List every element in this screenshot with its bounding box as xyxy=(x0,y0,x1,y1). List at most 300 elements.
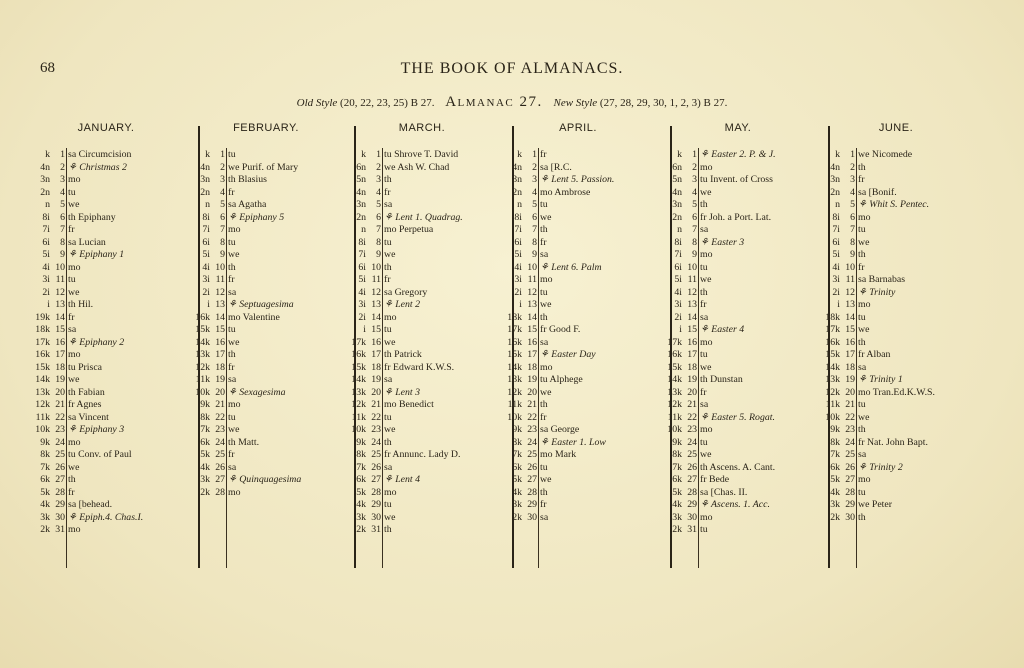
dominical-letter: i xyxy=(363,324,366,335)
dominical-letter: 4n xyxy=(40,161,50,173)
day-row xyxy=(660,512,816,525)
day-row xyxy=(500,212,656,225)
day-row xyxy=(28,224,184,237)
day-row xyxy=(28,374,184,387)
day-entry: tu xyxy=(228,324,236,335)
day-row xyxy=(660,437,816,450)
day-row xyxy=(818,462,974,475)
dominical-letter: 12k xyxy=(195,361,210,373)
day-entry: we xyxy=(68,461,80,473)
day-number: 29 xyxy=(55,499,65,510)
day-row xyxy=(188,312,344,325)
day-row xyxy=(660,499,816,512)
day-entry: mo Perpetua xyxy=(384,224,434,235)
day-number: 19 xyxy=(55,374,65,385)
day-row xyxy=(660,449,816,462)
day-entry: sa Barnabas xyxy=(858,274,906,285)
day-number: 5 xyxy=(692,199,697,210)
day-row xyxy=(28,512,184,525)
dominical-letter: 7i xyxy=(674,249,682,260)
day-number: 18 xyxy=(215,361,225,373)
day-row xyxy=(28,312,184,325)
day-entry xyxy=(540,437,656,450)
day-number: 18 xyxy=(845,361,855,373)
dominical-letter: 2k xyxy=(830,511,840,523)
day-number: 15 xyxy=(527,324,537,335)
day-entry: we xyxy=(540,474,552,485)
day-number: 20 xyxy=(687,386,697,398)
day-row xyxy=(818,312,974,325)
day-number: 1 xyxy=(376,149,381,160)
day-entry: fr xyxy=(858,261,865,273)
dominical-letter: 6n xyxy=(672,161,682,173)
day-row xyxy=(660,462,816,475)
day-entry: we xyxy=(68,286,80,298)
day-row xyxy=(28,287,184,300)
day-row xyxy=(28,487,184,500)
dominical-letter: 6i xyxy=(674,261,682,273)
day-entry: fr Bede xyxy=(700,474,730,485)
day-entry: mo xyxy=(700,249,713,260)
day-entry: fr Nat. John Bapt. xyxy=(858,436,928,448)
day-number: 7 xyxy=(850,224,855,235)
day-row xyxy=(660,274,816,287)
day-entry: we xyxy=(384,424,396,435)
day-entry: we xyxy=(228,249,240,260)
day-number: 24 xyxy=(371,436,381,448)
day-row xyxy=(188,224,344,237)
day-row xyxy=(500,199,656,212)
day-number: 11 xyxy=(55,274,65,285)
day-row xyxy=(660,149,816,162)
dominical-letter: 15k xyxy=(351,361,366,373)
sunday-entry: ⚘ Epiphany 1 xyxy=(68,249,125,260)
day-number: 23 xyxy=(371,424,381,435)
day-entry: fr Annunc. Lady D. xyxy=(384,449,461,460)
day-row xyxy=(500,337,656,350)
day-row xyxy=(660,324,816,337)
dominical-letter: 2k xyxy=(672,524,682,535)
dominical-letter: 12k xyxy=(667,399,682,410)
day-row xyxy=(660,337,816,350)
dominical-letter: 2i xyxy=(202,286,210,298)
day-number: 9 xyxy=(376,249,381,260)
month-column xyxy=(500,122,656,568)
day-entry: sa xyxy=(384,461,393,473)
day-row xyxy=(500,474,656,487)
sunday-entry: ⚘ Lent 6. Palm xyxy=(540,261,602,273)
dominical-letter: 2k xyxy=(40,524,50,535)
day-entry: th xyxy=(700,286,708,298)
day-entry: we xyxy=(700,274,712,285)
day-row xyxy=(818,449,974,462)
dominical-letter: 3n xyxy=(356,199,366,210)
day-row xyxy=(660,262,816,275)
day-number: 1 xyxy=(850,149,855,160)
day-row xyxy=(28,499,184,512)
day-number: 26 xyxy=(845,461,855,473)
sunday-entry: ⚘ Sexagesima xyxy=(228,386,286,398)
day-row xyxy=(344,349,500,362)
day-entry: th xyxy=(858,424,866,435)
day-entry: mo xyxy=(384,311,397,323)
day-entry: th xyxy=(858,249,866,260)
dominical-letter: 4i xyxy=(514,261,522,273)
day-row xyxy=(188,162,344,175)
day-number: 7 xyxy=(220,224,225,235)
dominical-letter: 8i xyxy=(832,211,840,223)
dominical-letter: 2i xyxy=(832,286,840,298)
day-entry: we Ash W. Chad xyxy=(384,161,450,173)
day-entry: tu xyxy=(700,349,708,360)
day-number: 9 xyxy=(850,249,855,260)
day-entry: fr xyxy=(384,274,391,285)
month-name: JANUARY. xyxy=(77,122,135,134)
dominical-letter: 3k xyxy=(356,511,366,523)
day-entry: tu xyxy=(700,436,708,448)
day-entry: th xyxy=(858,161,866,173)
day-number: 11 xyxy=(215,274,225,285)
dominical-letter: 10k xyxy=(825,411,840,423)
sunday-entry: ⚘ Easter 4 xyxy=(700,324,745,335)
day-row xyxy=(188,237,344,250)
day-row xyxy=(188,262,344,275)
dominical-letter: 16k xyxy=(825,336,840,348)
day-number: 31 xyxy=(687,524,697,535)
day-number: 14 xyxy=(527,311,537,323)
day-row xyxy=(660,412,816,425)
dominical-letter: 3i xyxy=(514,274,522,285)
day-entry: tu xyxy=(540,461,548,473)
day-row xyxy=(660,287,816,300)
day-row xyxy=(28,437,184,450)
day-entry: tu xyxy=(384,324,392,335)
day-entry: th Hil. xyxy=(68,299,94,310)
day-row xyxy=(28,399,184,412)
day-number: 28 xyxy=(527,486,537,498)
dominical-letter: 5i xyxy=(358,274,366,285)
day-number: 22 xyxy=(687,411,697,423)
dominical-letter: 6k xyxy=(40,474,50,485)
day-row xyxy=(818,399,974,412)
day-row xyxy=(818,237,974,250)
day-entry: th xyxy=(384,174,392,185)
day-number: 4 xyxy=(692,186,697,198)
dominical-letter: i xyxy=(837,299,840,310)
day-number: 14 xyxy=(371,311,381,323)
day-row xyxy=(660,424,816,437)
day-number: 5 xyxy=(850,199,855,210)
day-entry: tu xyxy=(228,236,236,248)
day-entry: fr xyxy=(700,386,707,398)
day-entry: we xyxy=(700,186,712,198)
day-entry: fr xyxy=(700,299,707,310)
dominical-letter: 8k xyxy=(672,449,682,460)
day-number: 23 xyxy=(687,424,697,435)
day-entry: tu xyxy=(700,524,708,535)
sunday-entry: ⚘ Trinity 1 xyxy=(858,374,903,385)
almanac-title: Almanac 27. xyxy=(445,94,543,110)
day-number: 29 xyxy=(371,499,381,510)
sunday-entry: ⚘ Easter Day xyxy=(540,349,596,360)
day-entry: mo xyxy=(700,336,713,348)
day-entry xyxy=(858,199,974,212)
dominical-letter: 5i xyxy=(202,249,210,260)
dominical-letter: 9k xyxy=(512,424,522,435)
day-entry: tu xyxy=(384,236,392,248)
old-style-years: (20, 22, 23, 25) B 27. xyxy=(340,97,435,109)
dominical-letter: 3i xyxy=(832,274,840,285)
day-row xyxy=(818,162,974,175)
day-number: 23 xyxy=(527,424,537,435)
day-entry xyxy=(68,162,184,175)
day-row xyxy=(500,349,656,362)
day-row xyxy=(344,174,500,187)
day-number: 16 xyxy=(527,336,537,348)
day-row xyxy=(344,449,500,462)
dominical-letter: 4k xyxy=(356,499,366,510)
dominical-letter: 3k xyxy=(200,474,210,485)
day-row xyxy=(28,424,184,437)
day-entry: fr xyxy=(228,186,235,198)
day-entry: fr Edward K.W.S. xyxy=(384,361,455,373)
day-entry: tu xyxy=(858,224,866,235)
day-entry: sa xyxy=(540,511,549,523)
month-column xyxy=(188,122,344,568)
day-number: 30 xyxy=(55,511,65,523)
day-entry: sa xyxy=(700,224,709,235)
day-number: 9 xyxy=(60,249,65,260)
day-number: 31 xyxy=(371,524,381,535)
day-number: 8 xyxy=(532,236,537,248)
day-row xyxy=(344,374,500,387)
day-entry xyxy=(68,249,184,262)
day-number: 13 xyxy=(55,299,65,310)
day-number: 19 xyxy=(371,374,381,385)
dominical-letter: 16k xyxy=(351,349,366,360)
dominical-letter: 6n xyxy=(356,161,366,173)
almanac-subheader xyxy=(0,94,1024,111)
day-number: 3 xyxy=(850,174,855,185)
day-number: 17 xyxy=(845,349,855,360)
day-row xyxy=(188,424,344,437)
day-row xyxy=(344,187,500,200)
day-number: 4 xyxy=(376,186,381,198)
day-entry xyxy=(384,212,500,225)
day-entry: mo xyxy=(700,424,713,435)
day-row xyxy=(818,487,974,500)
sunday-entry: ⚘ Easter 5. Rogat. xyxy=(700,411,775,423)
day-row xyxy=(500,149,656,162)
day-number: 1 xyxy=(60,149,65,160)
dominical-letter: 7k xyxy=(830,449,840,460)
sunday-entry: ⚘ Epiph.4. Chas.I. xyxy=(68,511,144,523)
day-row xyxy=(28,349,184,362)
dominical-letter: 13k xyxy=(507,374,522,385)
day-entry: fr xyxy=(68,311,75,323)
day-number: 6 xyxy=(60,211,65,223)
dominical-letter: 5i xyxy=(514,249,522,260)
day-entry: sa xyxy=(228,461,237,473)
sunday-entry: ⚘ Quinquagesima xyxy=(228,474,302,485)
dominical-letter: 7i xyxy=(42,224,50,235)
day-row xyxy=(188,249,344,262)
day-row xyxy=(500,249,656,262)
day-row xyxy=(660,387,816,400)
dominical-letter: 3n xyxy=(200,174,210,185)
day-row xyxy=(818,274,974,287)
day-entry: th xyxy=(68,474,76,485)
day-row xyxy=(344,412,500,425)
dominical-letter: 3k xyxy=(40,511,50,523)
dominical-letter: 6i xyxy=(514,236,522,248)
day-number: 2 xyxy=(60,161,65,173)
day-row xyxy=(344,524,500,537)
day-row xyxy=(818,262,974,275)
month-column xyxy=(28,122,184,568)
day-entry: we xyxy=(540,211,552,223)
day-entry xyxy=(700,149,816,162)
day-entry xyxy=(700,324,816,337)
day-row xyxy=(28,387,184,400)
day-entry xyxy=(68,337,184,350)
day-entry: fr xyxy=(540,499,547,510)
day-row xyxy=(500,262,656,275)
day-entry: mo xyxy=(68,261,81,273)
day-row xyxy=(660,224,816,237)
dominical-letter: 16k xyxy=(195,311,210,323)
dominical-letter: 8i xyxy=(42,211,50,223)
day-entry: we Nicomede xyxy=(858,149,913,160)
day-row xyxy=(28,212,184,225)
day-entry: sa xyxy=(228,286,237,298)
day-number: 17 xyxy=(527,349,537,360)
day-row xyxy=(28,412,184,425)
day-row xyxy=(660,474,816,487)
day-entry: we xyxy=(384,336,396,348)
day-number: 10 xyxy=(215,261,225,273)
day-entry: tu xyxy=(858,486,866,498)
day-row xyxy=(500,299,656,312)
day-entry: mo xyxy=(858,299,871,310)
month-name: MARCH. xyxy=(398,122,446,134)
day-number: 9 xyxy=(692,249,697,260)
dominical-letter: 7i xyxy=(832,224,840,235)
day-entry: mo xyxy=(858,211,871,223)
dominical-letter: 13k xyxy=(351,386,366,398)
day-number: 3 xyxy=(220,174,225,185)
day-number: 16 xyxy=(687,336,697,348)
day-number: 20 xyxy=(845,386,855,398)
day-row xyxy=(188,462,344,475)
dominical-letter: 4i xyxy=(358,286,366,298)
day-entry xyxy=(68,424,184,437)
day-row xyxy=(344,287,500,300)
dominical-letter: 11k xyxy=(35,411,50,423)
sunday-entry: ⚘ Ascens. 1. Acc. xyxy=(700,499,770,510)
dominical-letter: 5i xyxy=(832,249,840,260)
day-row xyxy=(818,187,974,200)
day-entry: fr Alban xyxy=(858,349,891,360)
dominical-letter: i xyxy=(519,299,522,310)
day-row xyxy=(28,299,184,312)
day-row xyxy=(818,299,974,312)
day-row xyxy=(188,299,344,312)
day-number: 15 xyxy=(55,324,65,335)
day-number: 4 xyxy=(850,186,855,198)
dominical-letter: 4k xyxy=(40,499,50,510)
day-number: 22 xyxy=(55,411,65,423)
day-row xyxy=(500,312,656,325)
dominical-letter: 4i xyxy=(674,286,682,298)
day-number: 3 xyxy=(692,174,697,185)
dominical-letter: 8i xyxy=(514,211,522,223)
day-row xyxy=(28,199,184,212)
sunday-entry: ⚘ Christmas 2 xyxy=(68,161,127,173)
day-row xyxy=(344,437,500,450)
dominical-letter: 8i xyxy=(202,211,210,223)
dominical-letter: 13k xyxy=(825,374,840,385)
day-entry: we xyxy=(540,299,552,310)
dominical-letter: 11k xyxy=(507,399,522,410)
day-row xyxy=(344,487,500,500)
dominical-letter: 9k xyxy=(672,436,682,448)
dominical-letter: 14k xyxy=(351,374,366,385)
day-entry: sa Agatha xyxy=(228,199,267,210)
sunday-entry: ⚘ Lent 5. Passion. xyxy=(540,174,615,185)
day-number: 7 xyxy=(532,224,537,235)
dominical-letter: 5i xyxy=(42,249,50,260)
day-number: 28 xyxy=(55,486,65,498)
dominical-letter: 11k xyxy=(667,411,682,423)
day-number: 24 xyxy=(527,436,537,448)
day-number: 30 xyxy=(527,511,537,523)
day-row xyxy=(500,224,656,237)
day-number: 28 xyxy=(687,486,697,498)
day-number: 12 xyxy=(527,286,537,298)
day-entry: sa Vincent xyxy=(68,411,109,423)
day-number: 27 xyxy=(527,474,537,485)
day-row xyxy=(500,237,656,250)
day-number: 28 xyxy=(845,486,855,498)
day-row xyxy=(818,174,974,187)
day-row xyxy=(344,424,500,437)
day-number: 6 xyxy=(850,211,855,223)
dominical-letter: n xyxy=(361,224,366,235)
day-entry: sa xyxy=(540,336,549,348)
dominical-letter: 14k xyxy=(35,374,50,385)
dominical-letter: 15k xyxy=(507,349,522,360)
day-number: 21 xyxy=(55,399,65,410)
day-row xyxy=(28,337,184,350)
dominical-letter: 4n xyxy=(200,161,210,173)
month-column xyxy=(344,122,500,568)
day-number: 29 xyxy=(687,499,697,510)
day-row xyxy=(500,512,656,525)
day-number: 8 xyxy=(850,236,855,248)
column-separator xyxy=(512,126,514,568)
day-entry: mo xyxy=(700,511,713,523)
day-entry: mo xyxy=(228,224,241,235)
dominical-letter: 4i xyxy=(832,261,840,273)
sunday-entry: ⚘ Epiphany 5 xyxy=(228,211,285,223)
dominical-letter: 14k xyxy=(507,361,522,373)
dominical-letter: n xyxy=(677,224,682,235)
day-number: 23 xyxy=(215,424,225,435)
dominical-letter: 8i xyxy=(358,236,366,248)
dominical-letter: 3n xyxy=(40,174,50,185)
day-row xyxy=(500,437,656,450)
